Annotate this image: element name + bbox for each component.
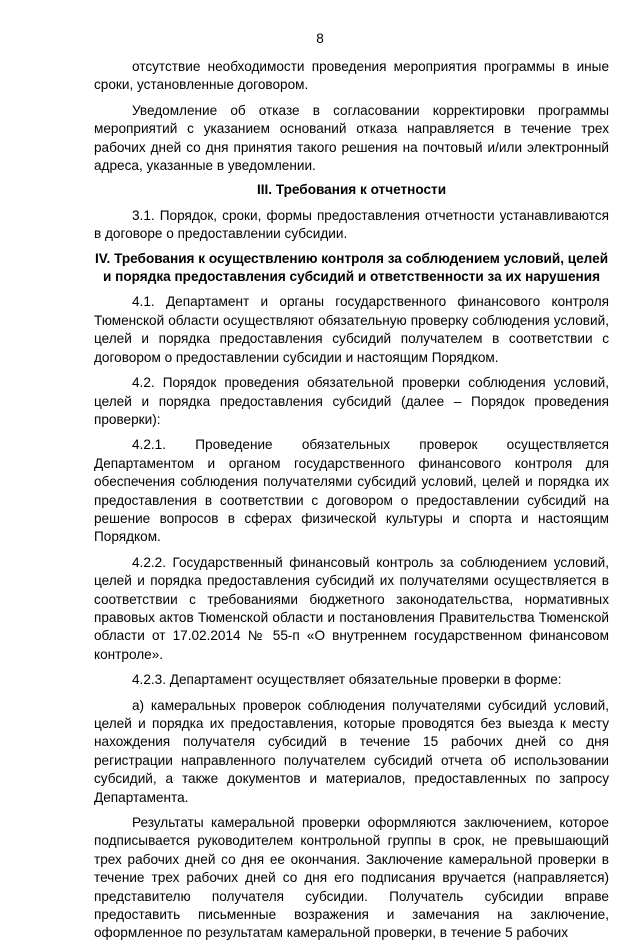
paragraph-results: Результаты камеральной проверки оформляются заключением, которое подписывается руководителем контрольной группы в срок, не превышающий трех рабочих дней со дня ее окончания. Заключение камеральной проверки в течение трех рабочих дней со дня его подписания вручается (направляется) представителю получателя субсидии. Получатель субсидии вправе предоставить письменные возражения и замечания на заключение, оформленное по результатам камеральной проверки, в течение 5 рабочих — [94, 815, 609, 941]
paragraph-4-2-1: 4.2.1. Проведение обязательных проверок осуществляется Департаментом и органом государственного финансового контроля для обеспечения соблюдения получателями субсидий условий, целей и порядка их предоставления в соответствии с договором о предоставлении субсидий на решение вопросов в сферах физической культуры и спорта и настоящим Порядком. — [94, 437, 609, 545]
paragraph-4-2: 4.2. Порядок проведения обязательной проверки соблюдения условий, целей и порядка предоставления субсидий (далее – Порядок проведения проверки): — [94, 375, 609, 427]
paragraph-1: отсутствие необходимости проведения мероприятия программы в иные сроки, установленные договором. — [94, 59, 609, 93]
document-body — [94, 58, 609, 943]
paragraph-4-1: 4.1. Департамент и органы государственного финансового контроля Тюменской области осуществляют обязательную проверку соблюдения условий, целей и порядка предоставления субсидий получателем в соответствии с договором о предоставлении субсидии и настоящим Порядком. — [94, 294, 609, 365]
page-number: 8 — [316, 31, 324, 46]
section-heading-4: IV. Требования к осуществлению контроля за соблюдением условий, целей и порядка предоставления субсидий и ответственности за их нарушения — [94, 250, 609, 285]
paragraph-3-1: 3.1. Порядок, сроки, формы предоставления отчетности устанавливаются в договоре о предоставлении субсидии. — [94, 207, 609, 242]
section-heading-3: III. Требования к отчетности — [256, 182, 447, 198]
paragraph-4-2-2: 4.2.2. Государственный финансовый контроль за соблюдением условий, целей и порядка предоставления субсидий их получателями осуществляется в соответствии с требованиями бюджетного законодательства, нормативных правовых актов Тюменской области и постановления Правительства Тюменской области от 17.02.2014 № 55-п «О внутреннем государственном финансовом контроле». — [94, 554, 609, 662]
paragraph-4-2-3: 4.2.3. Департамент осуществляет обязательные проверки в форме: — [132, 672, 562, 688]
paragraph-a: а) камеральных проверок соблюдения получателями субсидий условий, целей и порядка их предоставления, которые проводятся без выезда к месту нахождения получателя субсидий в течение 15 рабочих дней со дня регистрации направленного получателем субсидий отчета об использовании субсидий, а также документов и материалов, предоставленных по запросу Департамента. — [94, 697, 609, 805]
paragraph-2: Уведомление об отказе в согласовании корректировки программы мероприятий с указанием оснований отказа направляется в течение трех рабочих дней со дня принятия такого решения на почтовый и/или электронный адреса, указанные в уведомлении. — [94, 102, 609, 174]
